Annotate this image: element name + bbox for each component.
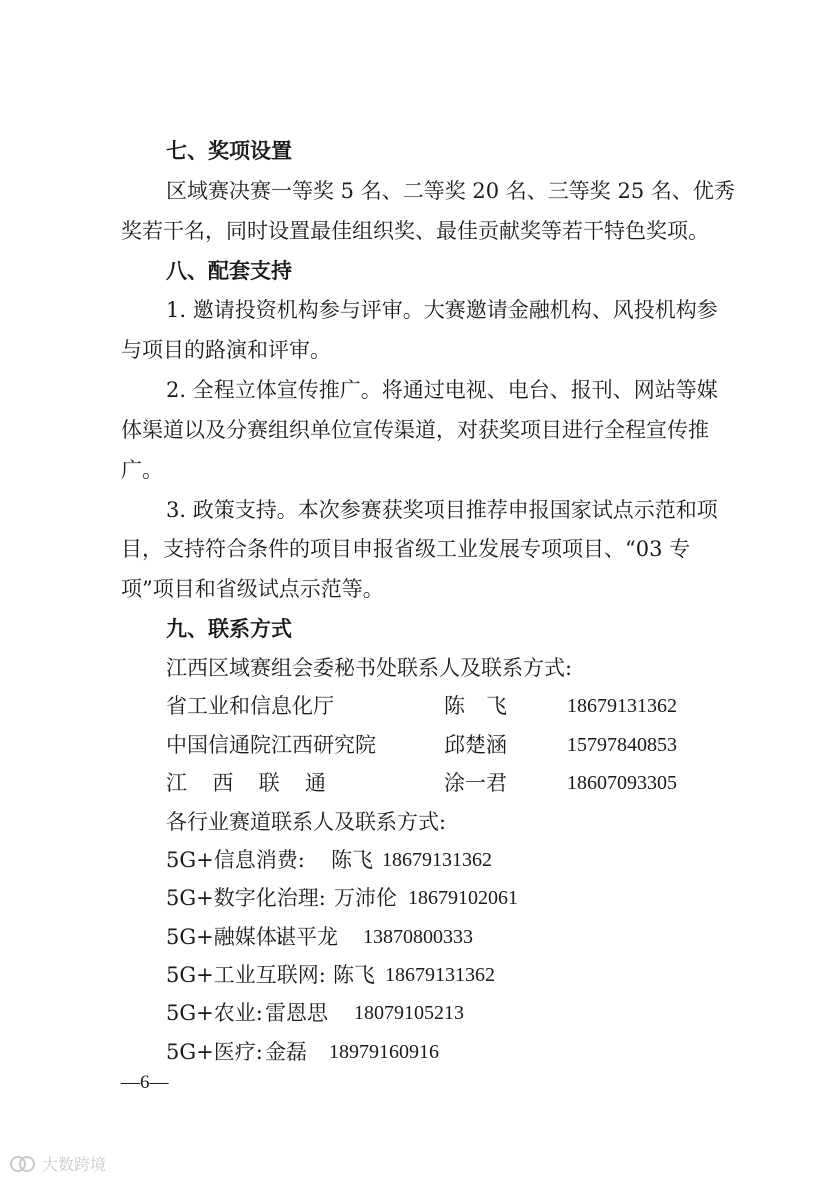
track-name: 万沛伦 xyxy=(334,886,397,910)
section-8-item-2-line-1: 2. 全程立体宣传推广。将通过电视、电台、报刊、网站等媒 xyxy=(166,378,718,402)
contact-org: 省工业和信息化厅 xyxy=(166,694,334,718)
contact-org-char: 江 xyxy=(166,771,187,795)
track-label: 5G+融媒体: xyxy=(166,925,284,949)
section-9-intro: 江西区域赛组会委秘书处联系人及联系方式: xyxy=(166,656,573,680)
contact-org-char: 西 xyxy=(212,771,234,795)
contact-org-char: 联 xyxy=(258,771,280,795)
contact-name: 涂一君 xyxy=(444,771,507,795)
track-phone: 13870800333 xyxy=(363,926,473,948)
track-label: 5G+医疗: xyxy=(166,1040,263,1064)
section-8-item-2-line-2: 体渠道以及分赛组织单位宣传渠道，对获奖项目进行全程宣传推 xyxy=(121,418,709,442)
section-8-item-3-line-3: 项”项目和省级试点示范等。 xyxy=(121,577,384,601)
track-label: 5G+农业: xyxy=(166,1001,263,1025)
contact-name: 邱楚涵 xyxy=(444,733,507,757)
track-name: 谌平龙 xyxy=(275,925,338,949)
track-phone: 18979160916 xyxy=(329,1041,439,1063)
track-name: 陈飞 xyxy=(333,963,375,987)
section-8-item-3-line-1: 3. 政策支持。本次参赛获奖项目推荐申报国家试点示范和项 xyxy=(166,498,718,522)
section-8-heading: 八、配套支持 xyxy=(166,259,292,283)
section-8-item-1-line-1: 1. 邀请投资机构参与评审。大赛邀请金融机构、风投机构参 xyxy=(166,298,718,322)
contact-name: 陈 飞 xyxy=(444,694,507,718)
section-7-heading: 七、奖项设置 xyxy=(166,139,292,163)
track-label: 5G+信息消费: xyxy=(166,848,305,872)
track-label: 5G+工业互联网: xyxy=(166,963,326,987)
watermark xyxy=(8,1152,106,1175)
track-phone: 18679131362 xyxy=(382,849,492,871)
section-8-item-1-line-2: 与项目的路演和评审。 xyxy=(121,338,331,362)
contact-org-char: 通 xyxy=(304,771,326,795)
section-8-item-3-line-2: 目，支持符合条件的项目申报省级工业发展专项项目、“03 专 xyxy=(121,537,691,561)
track-name: 陈飞 xyxy=(331,848,373,872)
track-phone: 18679102061 xyxy=(408,887,518,909)
watermark-text: 大数跨境 xyxy=(42,1155,107,1174)
section-7-para-line-1: 区域赛决赛一等奖 5 名、二等奖 20 名、三等奖 25 名、优秀 xyxy=(166,179,735,203)
track-name: 雷恩思 xyxy=(265,1001,328,1025)
track-phone: 18679131362 xyxy=(385,964,495,986)
contact-phone: 18679131362 xyxy=(567,695,677,717)
contact-org: 中国信通院江西研究院 xyxy=(166,733,376,757)
contact-org xyxy=(166,769,326,797)
track-name: 金磊 xyxy=(265,1040,307,1064)
section-9-heading: 九、联系方式 xyxy=(166,617,292,641)
contact-phone: 18607093305 xyxy=(567,772,677,794)
page-number: —6— xyxy=(121,1072,169,1093)
tracks-intro: 各行业赛道联系人及联系方式: xyxy=(166,810,447,834)
contact-phone: 15797840853 xyxy=(567,734,677,756)
watermark-logo-icon xyxy=(8,1154,38,1174)
track-phone: 18079105213 xyxy=(354,1002,464,1024)
section-8-item-2-line-3: 广。 xyxy=(121,458,163,482)
track-label: 5G+数字化治理: xyxy=(166,886,326,910)
section-7-para-line-2: 奖若干名，同时设置最佳组织奖、最佳贡献奖等若干特色奖项。 xyxy=(121,219,709,243)
